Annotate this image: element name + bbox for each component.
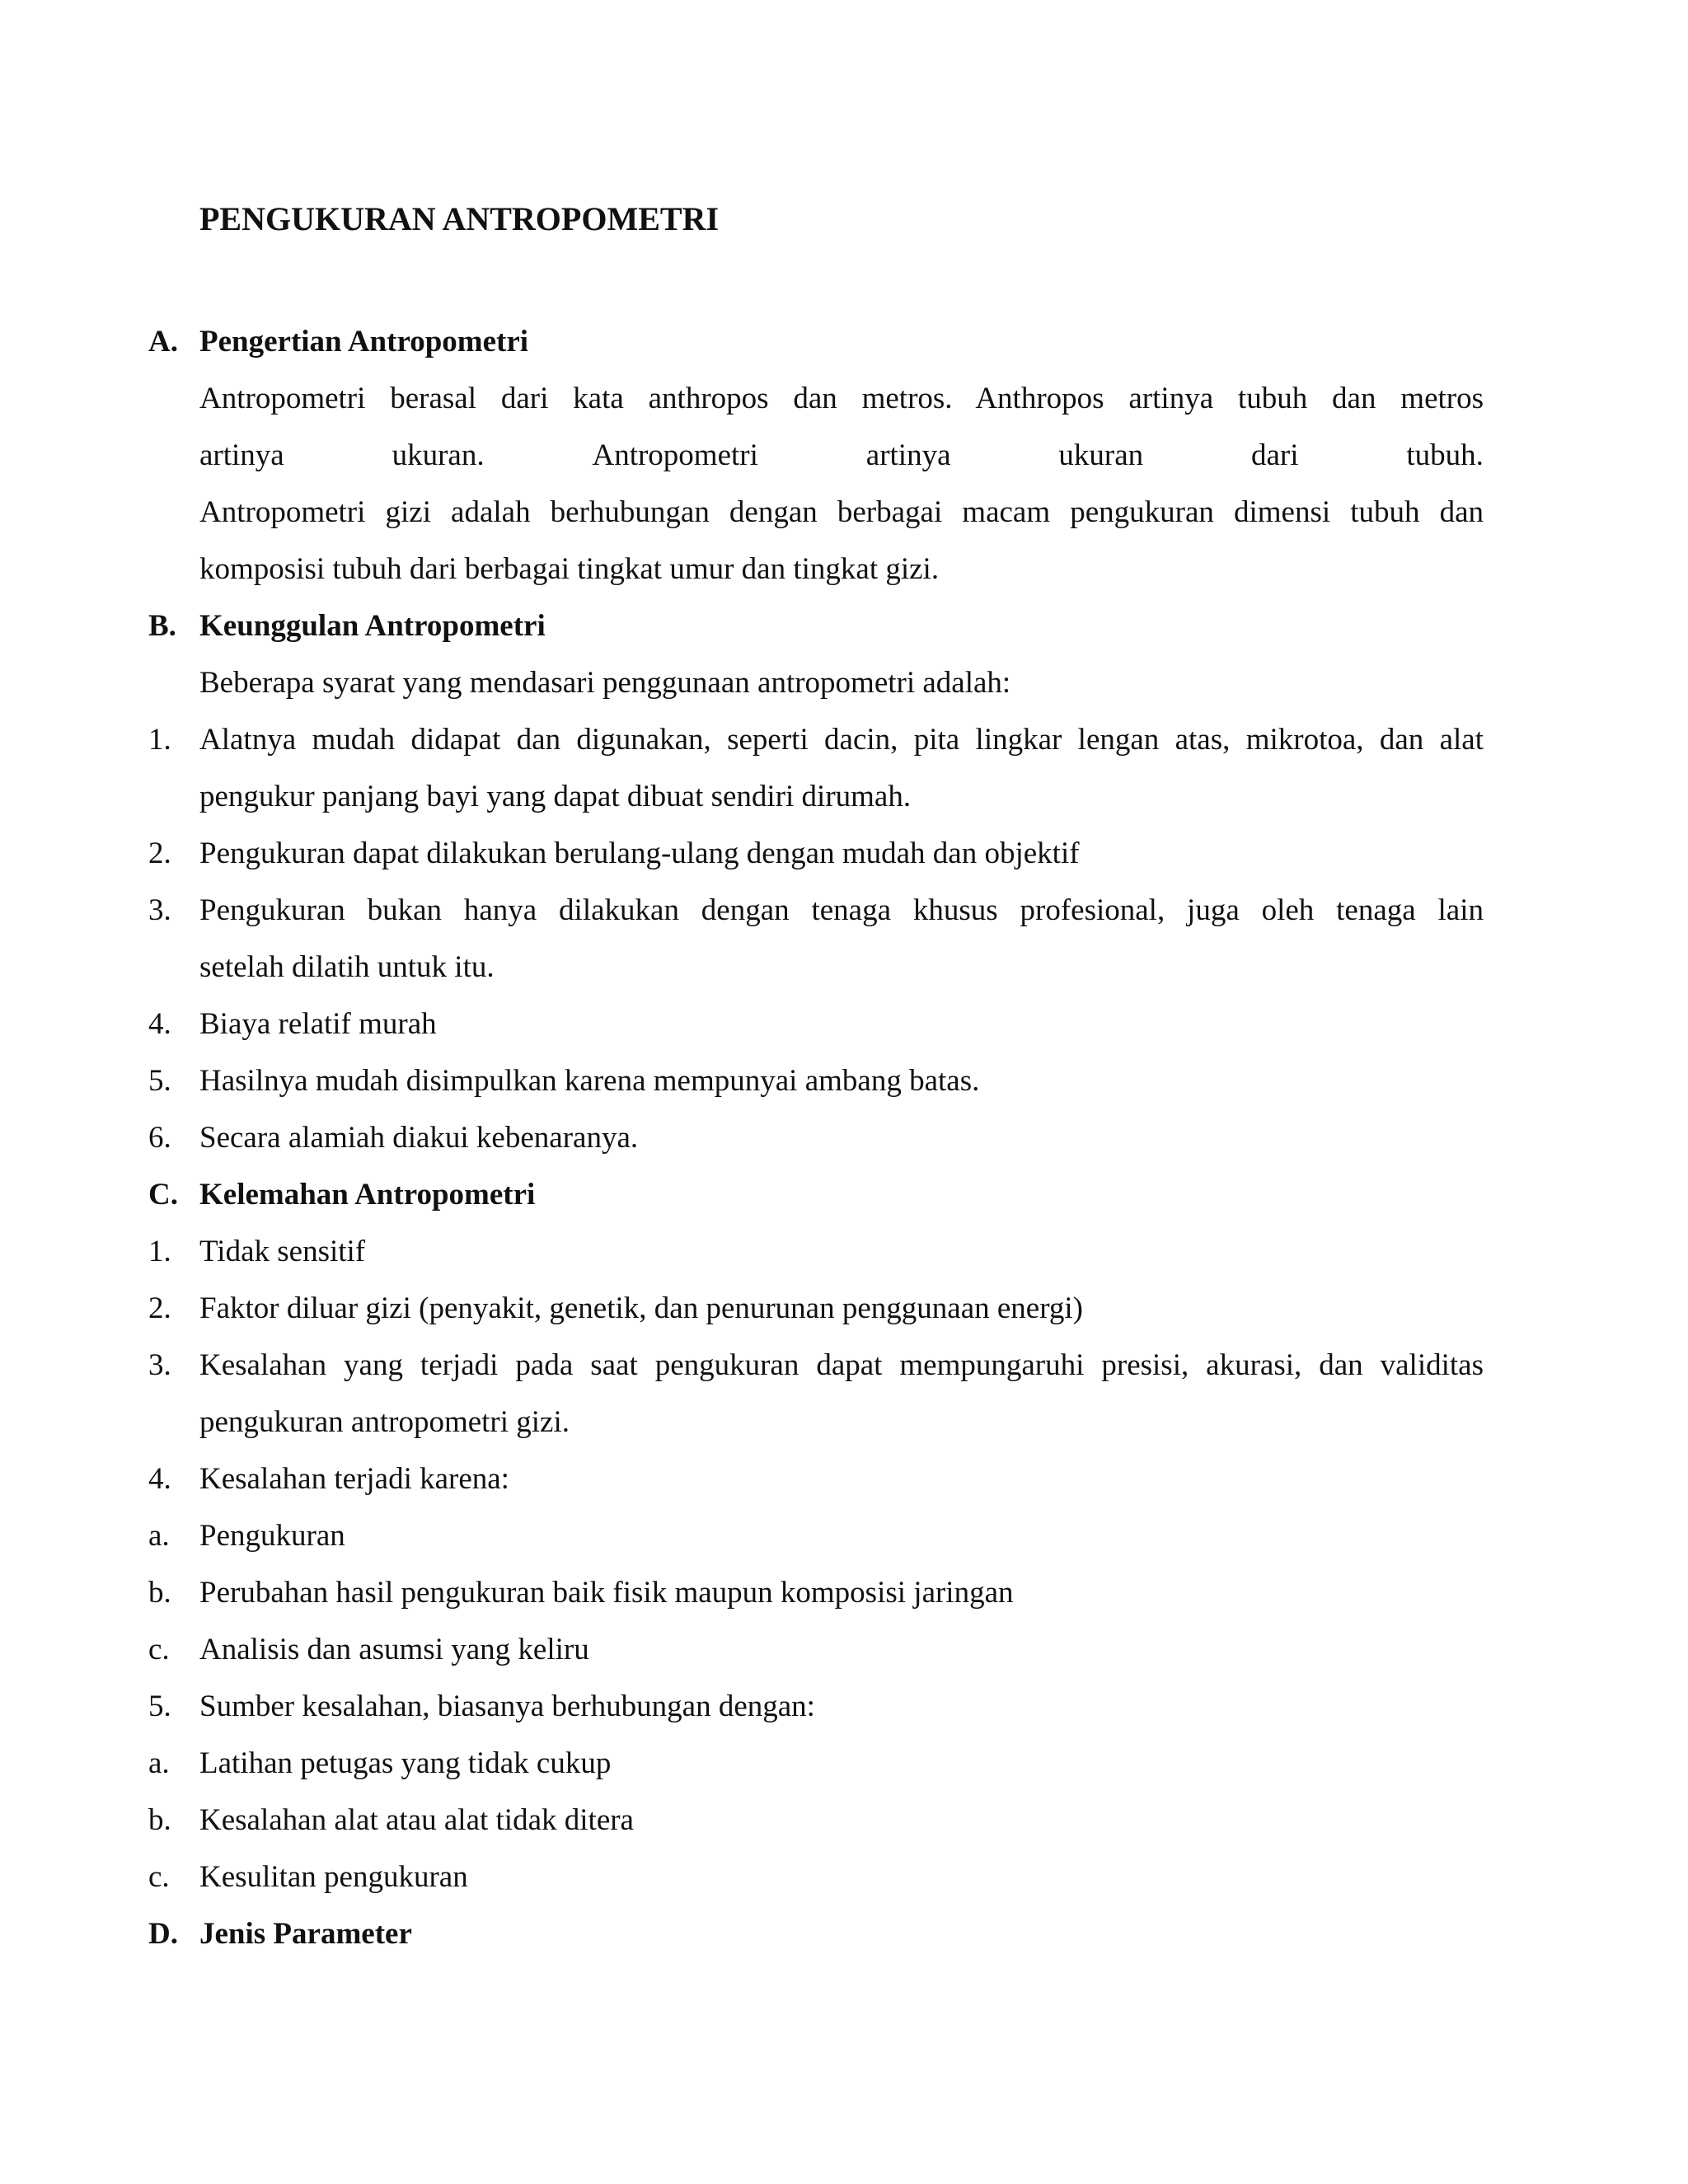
list-number: 5. [148,1690,171,1723]
word: artinya [865,438,951,472]
list-item [148,1280,1484,1337]
word: ukuran. [392,438,485,472]
list-text: pengukuran antropometri gizi. [199,1405,570,1439]
list-item [148,1792,1484,1849]
list-item [148,1109,1484,1166]
list-item [148,825,1484,882]
list-text: Tidak sensitif [199,1235,366,1268]
section-c-marker: C. [148,1178,178,1212]
section-a-paragraph-line-3 [148,484,1484,541]
section-a-paragraph-line-2 [148,427,1484,484]
list-letter: b. [148,1576,171,1610]
list-item [148,1052,1484,1109]
list-item-continuation [148,939,1484,996]
list-item [148,1223,1484,1280]
list-text: Latihan petugas yang tidak cukup [199,1746,612,1780]
list-text: Kesalahan yang terjadi pada saat pengukuran dapat mempungaruhi presisi, akurasi, dan validitas [199,1348,1484,1382]
list-letter: c. [148,1860,170,1894]
page-title: PENGUKURAN ANTROPOMETRI [199,200,720,237]
list-text: Kesulitan pengukuran [199,1860,468,1894]
section-b-heading [148,598,1484,654]
list-item [148,1337,1484,1394]
section-c-title: Kelemahan Antropometri [199,1178,536,1212]
section-a-paragraph-line-4 [148,541,1484,598]
list-item [148,1849,1484,1905]
word: ukuran [1058,438,1144,472]
section-d-title: Jenis Parameter [199,1917,412,1951]
list-text: setelah dilatih untuk itu. [199,950,495,984]
list-number: 5. [148,1064,171,1098]
section-b-intro [148,654,1484,711]
list-number: 3. [148,893,171,927]
list-item [148,711,1484,768]
list-text: Pengukuran dapat dilakukan berulang-ulang dengan mudah dan objektif [199,837,1080,870]
word: dari [1251,438,1299,472]
list-letter: a. [148,1746,170,1780]
list-item [148,1451,1484,1507]
section-a-heading [148,313,1484,370]
word: tubuh. [1406,438,1484,472]
list-item [148,1621,1484,1678]
list-number: 3. [148,1348,171,1382]
list-item-continuation [148,768,1484,825]
document-body [148,313,1484,1962]
list-item [148,1678,1484,1735]
list-number: 1. [148,723,171,757]
list-item-continuation [148,1394,1484,1451]
paragraph-text: Antropometri berasal dari kata anthropos dan metros. Anthropos artinya tubuh dan metros [199,382,1484,415]
list-item [148,1564,1484,1621]
section-b-marker: B. [148,609,176,643]
list-number: 6. [148,1121,171,1155]
list-item [148,996,1484,1052]
section-a-marker: A. [148,325,178,359]
list-number: 1. [148,1235,171,1268]
intro-text: Beberapa syarat yang mendasari penggunaan antropometri adalah: [199,666,1011,700]
section-d-heading [148,1905,1484,1962]
section-a-title: Pengertian Antropometri [199,325,529,359]
list-letter: a. [148,1519,170,1553]
list-text: Pengukuran [199,1519,345,1553]
list-item [148,1735,1484,1792]
list-text: Perubahan hasil pengukuran baik fisik maupun komposisi jaringan [199,1576,1014,1610]
list-text: Sumber kesalahan, biasanya berhubungan dengan: [199,1690,815,1723]
list-text: Kesalahan terjadi karena: [199,1462,509,1496]
list-text: pengukur panjang bayi yang dapat dibuat sendiri dirumah. [199,780,912,813]
list-text: Analisis dan asumsi yang keliru [199,1633,589,1666]
word: artinya [199,438,284,472]
section-d-marker: D. [148,1917,178,1951]
list-letter: b. [148,1803,171,1837]
list-text: Secara alamiah diakui kebenaranya. [199,1121,639,1155]
list-item [148,882,1484,939]
list-text: Kesalahan alat atau alat tidak ditera [199,1803,634,1837]
word: Antropometri [592,438,758,472]
section-b-title: Keunggulan Antropometri [199,609,546,643]
list-text: Alatnya mudah didapat dan digunakan, seperti dacin, pita lingkar lengan atas, mikrotoa, dan alat [199,723,1484,757]
list-number: 2. [148,837,171,870]
section-c-heading [148,1166,1484,1223]
list-item [148,1507,1484,1564]
list-letter: c. [148,1633,170,1666]
list-text: Biaya relatif murah [199,1007,437,1041]
list-text: Pengukuran bukan hanya dilakukan dengan tenaga khusus profesional, juga oleh tenaga lain [199,893,1484,927]
paragraph-text: Antropometri gizi adalah berhubungan dengan berbagai macam pengukuran dimensi tubuh dan [199,495,1484,529]
list-text: Hasilnya mudah disimpulkan karena mempunyai ambang batas. [199,1064,980,1098]
list-number: 4. [148,1462,171,1496]
paragraph-text: komposisi tubuh dari berbagai tingkat umur dan tingkat gizi. [199,552,940,586]
list-text: Faktor diluar gizi (penyakit, genetik, dan penurunan penggunaan energi) [199,1291,1083,1325]
section-a-paragraph-line-1 [148,370,1484,427]
list-number: 4. [148,1007,171,1041]
paragraph-text-spread [199,427,1484,484]
list-number: 2. [148,1291,171,1325]
